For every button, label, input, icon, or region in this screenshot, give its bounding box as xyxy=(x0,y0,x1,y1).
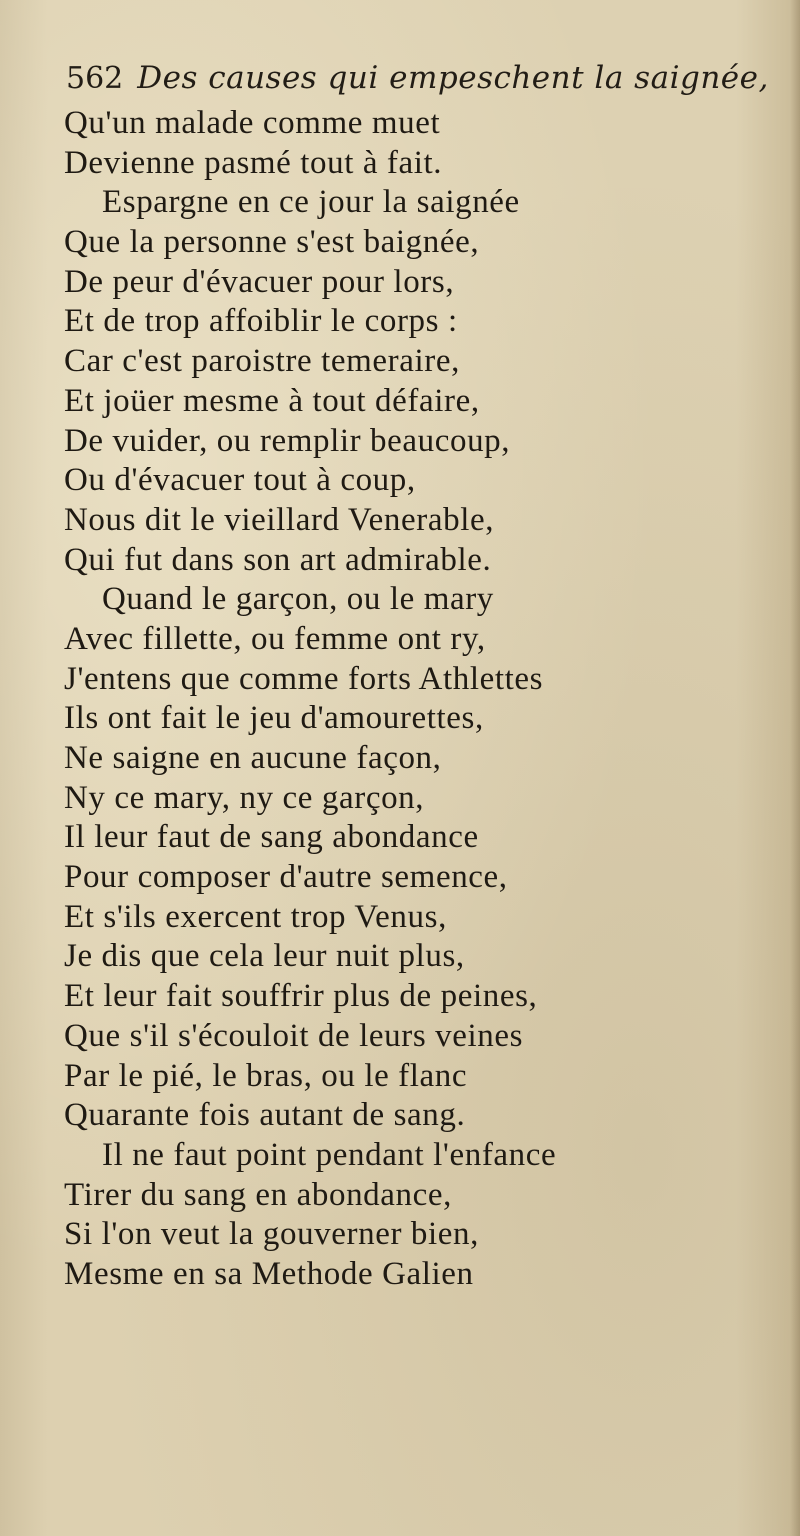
verse-line: Quand le garçon, ou le mary xyxy=(102,581,494,618)
verse-line: Si l'on veut la gouverner bien, xyxy=(64,1216,479,1253)
verse-line: Qui fut dans son art admirable. xyxy=(64,541,492,578)
verse-line: Devienne pasmé tout à fait. xyxy=(64,144,443,181)
verse-line: Nous dit le vieillard Venerable, xyxy=(64,501,495,538)
verse-line: Car c'est paroistre temeraire, xyxy=(64,343,460,380)
verse-body xyxy=(64,104,764,1295)
page-number: 562 xyxy=(66,61,124,96)
verse-line: Ils ont fait le jeu d'amourettes, xyxy=(64,700,484,737)
verse-line: De peur d'évacuer pour lors, xyxy=(64,263,455,300)
running-head xyxy=(66,52,769,104)
verse-line: Et de trop affoiblir le corps : xyxy=(64,303,458,340)
verse-line: Et s'ils exercent trop Venus, xyxy=(64,898,447,935)
verse-line: Que s'il s'écouloit de leurs veines xyxy=(64,1017,524,1054)
verse-line: De vuider, ou remplir beaucoup, xyxy=(64,422,511,459)
verse-line: Espargne en ce jour la saignée xyxy=(102,184,520,221)
verse-line: Il ne faut point pendant l'enfance xyxy=(102,1136,557,1173)
verse-line: Je dis que cela leur nuit plus, xyxy=(64,938,465,975)
verse-line: Ne saigne en aucune façon, xyxy=(64,740,442,776)
verse-line: Par le pié, le bras, ou le flanc xyxy=(64,1057,468,1094)
verse-line: J'entens que comme forts Athlettes xyxy=(64,660,544,697)
verse-line: Pour composer d'autre semence, xyxy=(64,859,508,896)
verse-line: Avec fillette, ou femme ont ry, xyxy=(64,620,486,657)
verse-line: Et leur fait souffrir plus de peines, xyxy=(64,978,538,1015)
verse-line: Il leur faut de sang abondance xyxy=(64,819,479,856)
verse-line: Qu'un malade comme muet xyxy=(64,105,441,141)
verse-line: Ny ce mary, ny ce garçon, xyxy=(64,779,425,816)
page-edge-shadow xyxy=(790,0,800,1536)
verse-line: Ou d'évacuer tout à coup, xyxy=(64,462,416,499)
verse-line: Quarante fois autant de sang. xyxy=(64,1097,466,1134)
running-title: Des causes qui empeschent la saignée, xyxy=(137,60,769,96)
verse-line: Et joüer mesme à tout défaire, xyxy=(64,382,480,419)
verse-line: Que la personne s'est baignée, xyxy=(64,224,480,261)
verse-line: Tirer du sang en abondance, xyxy=(64,1176,452,1213)
verse-line: Mesme en sa Methode Galien xyxy=(64,1255,474,1292)
